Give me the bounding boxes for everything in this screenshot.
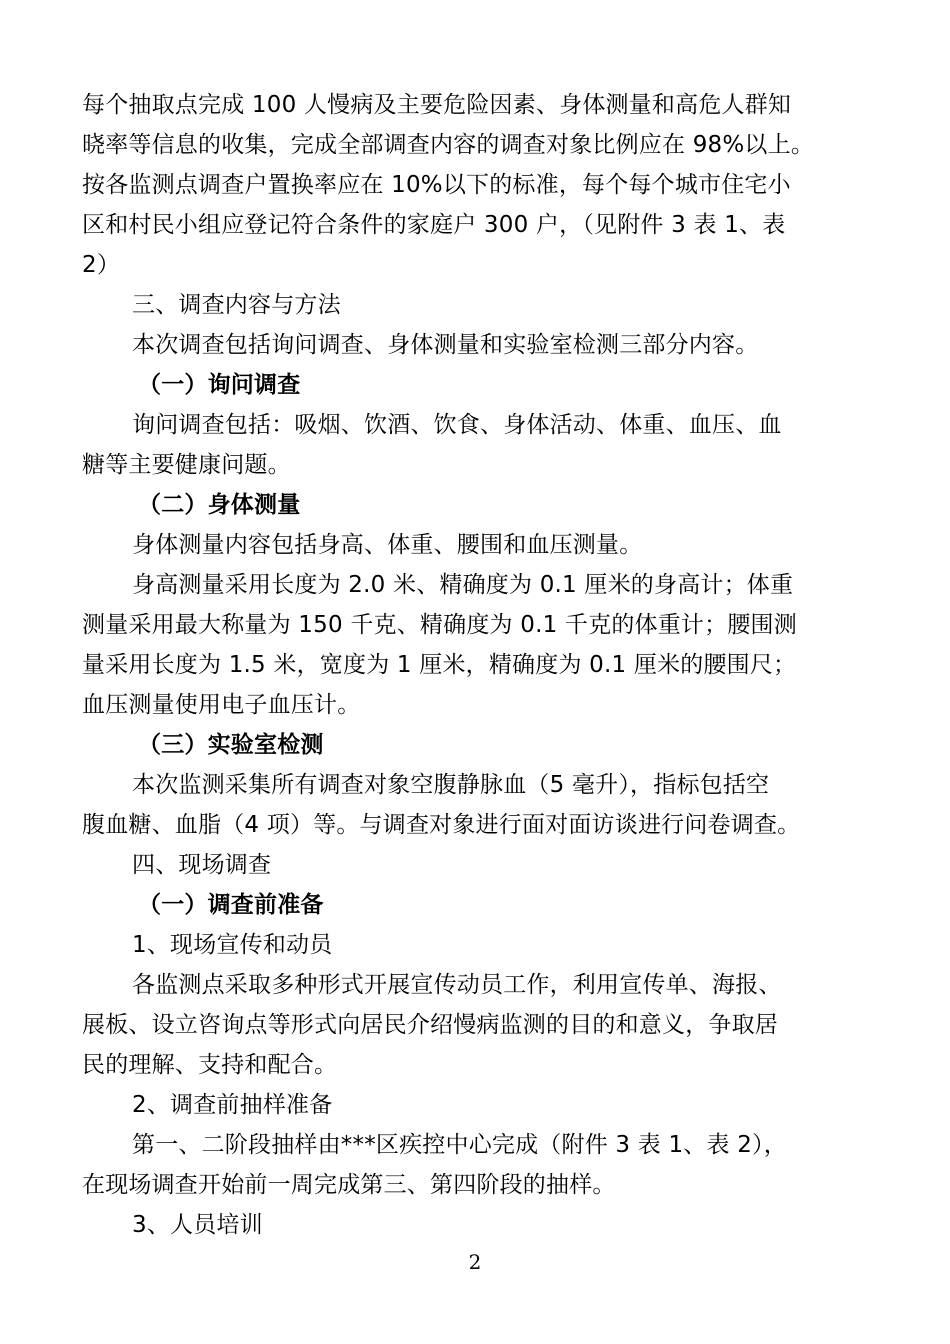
body-text-line: 本次监测采集所有调查对象空腹静脉血（5 毫升），指标包括空 [132,772,770,798]
body-text-line: 区和村民小组应登记符合条件的家庭户 300 户，（见附件 3 表 1、表 [82,212,786,238]
body-text-line: 2） [82,252,121,278]
body-text-line: 每个抽取点完成 100 人慢病及主要危险因素、身体测量和高危人群知 [82,92,792,118]
subsection-heading: （一）调查前准备 [138,892,324,918]
section-heading: 四、现场调查 [132,852,272,878]
body-text-line: 第一、二阶段抽样由***区疾控中心完成（附件 3 表 1、表 2）， [132,1132,787,1158]
subsection-heading: （一）询问调查 [138,372,301,398]
body-text-line: 身高测量采用长度为 2.0 米、精确度为 0.1 厘米的身高计；体重 [132,572,794,598]
item-heading: 1、现场宣传和动员 [132,932,333,958]
body-text-line: 各监测点采取多种形式开展宣传动员工作，利用宣传单、海报、 [132,972,782,998]
subsection-heading: （三）实验室检测 [138,732,324,758]
subsection-heading: （二）身体测量 [138,492,301,518]
body-text-line: 民的理解、支持和配合。 [82,1052,338,1078]
body-text-line: 身体测量内容包括身高、体重、腰围和血压测量。 [132,532,643,558]
body-text-line: 本次调查包括询问调查、身体测量和实验室检测三部分内容。 [132,332,759,358]
body-text-line: 糖等主要健康问题。 [82,452,291,478]
body-text-line: 量采用长度为 1.5 米，宽度为 1 厘米，精确度为 0.1 厘米的腰围尺； [82,652,797,678]
item-heading: 2、调查前抽样准备 [132,1092,333,1118]
body-text-line: 按各监测点调查户置换率应在 10%以下的标准，每个每个城市住宅小 [82,172,791,198]
item-heading: 3、人员培训 [132,1212,263,1238]
body-text-line: 血压测量使用电子血压计。 [82,692,361,718]
body-text-line: 晓率等信息的收集，完成全部调查内容的调查对象比例应在 98%以上。 [82,132,815,158]
body-text-line: 在现场调查开始前一周完成第三、第四阶段的抽样。 [82,1172,616,1198]
body-text-line: 腹血糖、血脂（4 项）等。与调查对象进行面对面访谈进行问卷调查。 [82,812,801,838]
body-text-line: 展板、设立咨询点等形式向居民介绍慢病监测的目的和意义，争取居 [82,1012,778,1038]
page-number: 2 [468,1250,482,1274]
section-heading: 三、调查内容与方法 [132,292,341,318]
body-text-line: 询问调查包括：吸烟、饮酒、饮食、身体活动、体重、血压、血 [132,412,782,438]
body-text-line: 测量采用最大称量为 150 千克、精确度为 0.1 千克的体重计；腰围测 [82,612,797,638]
